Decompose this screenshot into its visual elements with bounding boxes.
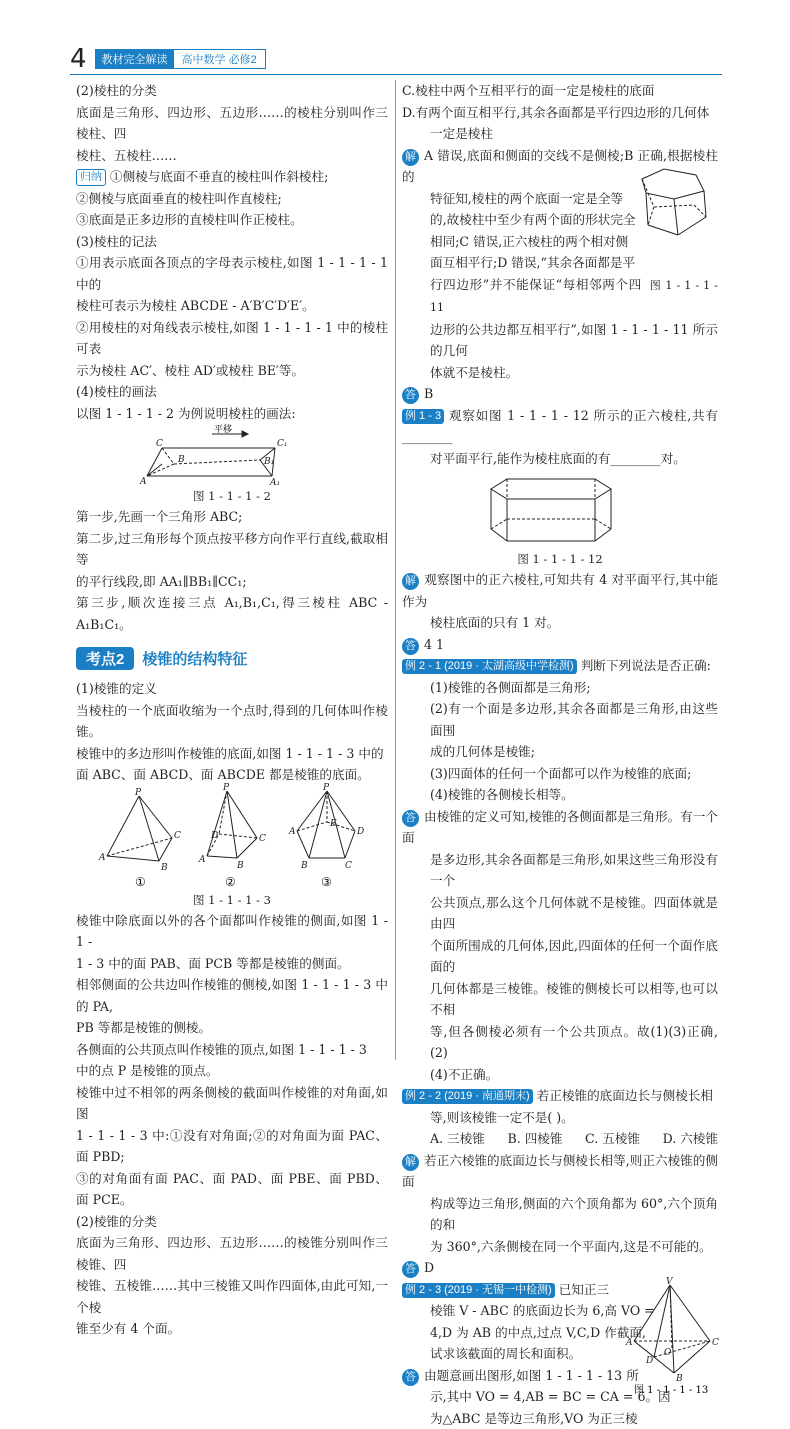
svg-text:D: D <box>356 827 364 837</box>
svg-text:B: B <box>236 861 244 871</box>
text-line: (3)四面体的任何一个面都可以作为棱锥的底面; <box>402 763 718 785</box>
text-line: (4)棱锥的各侧棱长相等。 <box>402 784 718 806</box>
text-line: ②用棱柱的对角线表示棱柱,如图 1 - 1 - 1 - 1 中的棱柱可表 <box>76 317 388 360</box>
option-a: A. 三棱锥 <box>430 1128 485 1150</box>
text-line: 以图 1 - 1 - 1 - 2 为例说明棱柱的画法: <box>76 403 388 425</box>
text-line: PB 等都是棱锥的侧棱。 <box>76 1017 388 1039</box>
text-line: 的,故棱柱中至少有两个面的形状完全 <box>402 209 718 231</box>
text-line: 示,其中 VO = 4,AB = BC = CA = 6。因 <box>402 1386 718 1408</box>
text-line: 试求该截面的周长和面积。 <box>402 1343 718 1365</box>
svg-text:A: A <box>288 827 296 837</box>
figure-caption: 图 1 - 1 - 1 - 3 <box>76 890 388 910</box>
text-line: 4,D 为 AB 的中点,过点 V,C,D 作截面, <box>402 1322 718 1344</box>
answer-icon: 答 <box>402 1261 419 1278</box>
text-line: 几何体都是三棱锥。棱锥的侧棱长可以相等,也可以不相 <box>402 978 718 1021</box>
text-line <box>402 569 718 612</box>
option-d: D. 六棱锥 <box>663 1128 718 1150</box>
example-tag: 例 2 - 3 (2019 · 无锡一中检测) <box>402 1283 555 1298</box>
text-line: 等,但各侧棱必须有一个公共顶点。故(1)(3)正确,(2) <box>402 1021 718 1064</box>
figure-caption: 图 1 - 1 - 1 - 12 <box>402 549 718 569</box>
page-number: 4 <box>70 44 87 74</box>
answer-icon: 答 <box>402 1369 419 1386</box>
svg-text:C: C <box>174 831 181 841</box>
svg-text:D: D <box>210 831 218 841</box>
figure-triangular-pyramid <box>626 1279 718 1397</box>
text-line: 对平面平行,能作为棱柱底面的有________对。 <box>402 448 718 470</box>
text-span: 观察图中的正六棱柱,可知共有 4 对平面平行,其中能作为 <box>402 572 718 609</box>
right-column <box>402 80 718 1429</box>
text-line: 棱柱可表示为棱柱 ABCDE - A′B′C′D′E′。 <box>76 295 388 317</box>
svg-text:C: C <box>259 834 266 844</box>
svg-text:E: E <box>329 819 337 829</box>
svg-text:B₁: B₁ <box>263 457 274 467</box>
example-tag: 例 1 - 3 <box>402 409 444 424</box>
svg-text:P: P <box>134 788 142 798</box>
book-title: 教材完全解读 <box>96 50 174 68</box>
text-line: (2)棱锥的分类 <box>76 1211 388 1233</box>
svg-text:V: V <box>666 1277 674 1287</box>
text-line <box>402 274 718 319</box>
text-line: 第二步,过三角形每个顶点按平移方向作平行直线,截取相等 <box>76 528 388 571</box>
text-line: 为△ABC 是等边三角形,VO 为正三棱 <box>402 1408 718 1429</box>
text-line: (1)棱锥的定义 <box>76 678 388 700</box>
text-line: 构成等边三角形,侧面的六个顶角都为 60°,六个顶角的和 <box>402 1193 718 1236</box>
text-span: 若正棱锥的底面边长与侧棱长相 <box>537 1088 713 1103</box>
svg-text:P: P <box>322 783 330 793</box>
options-row <box>402 1128 718 1150</box>
text-span: 判断下列说法是否正确: <box>581 658 711 673</box>
summary-line <box>76 166 388 188</box>
answer-icon: 答 <box>402 387 419 404</box>
svg-text:B: B <box>675 1374 683 1384</box>
svg-text:P: P <box>222 783 230 793</box>
svg-text:C₁: C₁ <box>277 439 288 449</box>
text-line: 第三步,顺次连接三点 A₁,B₁,C₁,得三棱柱 ABC - A₁B₁C₁。 <box>76 592 388 635</box>
text-line: 第一步,先画一个三角形 ABC; <box>76 506 388 528</box>
answer-icon: 答 <box>402 810 419 827</box>
left-column <box>76 80 388 1340</box>
column-divider <box>395 80 396 1060</box>
text-line: (4)不正确。 <box>402 1064 718 1086</box>
text-line: 等,则该棱锥一定不是( )。 <box>402 1107 718 1129</box>
solution-icon: 解 <box>402 1154 419 1171</box>
text-line: 相同;C 错误,正六棱柱的两个相对侧 <box>402 231 718 253</box>
svg-text:B: B <box>160 863 168 873</box>
text-span: 由题意画出图形,如图 1 - 1 - 1 - 13 所 <box>424 1368 639 1383</box>
answer-line <box>402 383 718 405</box>
text-line: (3)棱柱的记法 <box>76 231 388 253</box>
page-header <box>70 46 266 72</box>
text-line: 1 - 3 中的面 PAB、面 PCB 等都是棱锥的侧面。 <box>76 953 388 975</box>
figure-hexagonal-prism <box>485 469 635 549</box>
text-line: ①用表示底面各顶点的字母表示棱柱,如图 1 - 1 - 1 - 1 中的 <box>76 252 388 295</box>
text-line: 特征知,棱柱的两个底面一定是全等 <box>402 188 718 210</box>
section-badge: 考点2 <box>76 647 134 670</box>
text-line: 底面是三角形、四边形、五边形……的棱柱分别叫作三棱柱、四 <box>76 102 388 145</box>
svg-text:A: A <box>198 855 206 865</box>
text-span: 行四边形”并不能保证“每相邻两个四 <box>430 277 642 292</box>
text-line: 边形的公共边都互相平行”,如图 1 - 1 - 1 - 11 所示的几何 <box>402 319 718 362</box>
text-line: 公共顶点,那么这个几何体就不是棱锥。四面体就是由四 <box>402 892 718 935</box>
text-line: 为 360°,六条侧棱在同一个平面内,这是不可能的。 <box>402 1236 718 1258</box>
example-tag: 例 2 - 1 (2019 · 太湖高级中学检测) <box>402 659 577 674</box>
text-line: ③底面是正多边形的直棱柱叫作正棱柱。 <box>76 209 388 231</box>
svg-text:D: D <box>645 1356 653 1366</box>
option-line: C.棱柱中两个互相平行的面一定是棱柱的底面 <box>402 80 718 102</box>
text-line: 面互相平行;D 错误,“其余各面都是平 <box>402 252 718 274</box>
text-line: (4)棱柱的画法 <box>76 381 388 403</box>
text-line: 棱锥中的多边形叫作棱锥的底面,如图 1 - 1 - 1 - 3 中的 <box>76 743 388 765</box>
example-line <box>402 1085 718 1107</box>
text-line: 底面为三角形、四边形、五边形……的棱锥分别叫作三棱锥、四 <box>76 1232 388 1275</box>
text-line: ③的对角面有面 PAC、面 PAD、面 PBE、面 PBD、面 PCE。 <box>76 1168 388 1211</box>
figure-pyramids <box>87 786 377 890</box>
text-line: (2)有一个面是多边形,其余各面都是三角形,由这些面围 <box>402 698 718 741</box>
answer-text: B <box>424 386 433 401</box>
text-span: 若正六棱锥的底面边长与侧棱长相等,则正六棱锥的侧面 <box>402 1153 718 1190</box>
text-line: 示为棱柱 AC′、棱柱 AD′或棱柱 BE′等。 <box>76 360 388 382</box>
section-title: 棱锥的结构特征 <box>142 648 247 669</box>
text-line: 是多边形,其余各面都是三角形,如果这些三角形没有一个 <box>402 849 718 892</box>
text-span: 已知正三 <box>559 1282 609 1297</box>
text-line: ②侧棱与底面垂直的棱柱叫作直棱柱; <box>76 188 388 210</box>
text-line: 棱柱底面的只有 1 对。 <box>402 612 718 634</box>
summary-tag: 归纳 <box>76 169 106 186</box>
text-line: 体就不是棱柱。 <box>402 362 718 384</box>
text-line: 棱柱、五棱柱…… <box>76 145 388 167</box>
option-b: B. 四棱锥 <box>507 1128 562 1150</box>
figure-caption: 图 1 - 1 - 1 - 13 <box>634 1384 708 1396</box>
example-tag: 例 2 - 2 (2019 · 南通期末) <box>402 1089 533 1104</box>
svg-text:A: A <box>625 1338 633 1348</box>
text-line: 当棱柱的一个底面收缩为一个点时,得到的几何体叫作棱锥。 <box>76 700 388 743</box>
svg-text:O: O <box>664 1348 672 1358</box>
text-span: 观察如图 1 - 1 - 1 - 12 所示的正六棱柱,共有________ <box>402 408 718 445</box>
text-span: 由棱锥的定义可知,棱锥的各侧面都是三角形。有一个面 <box>402 809 718 846</box>
subject-label: 高中数学 必修2 <box>174 50 265 68</box>
text-line: 面 ABC、面 ABCD、面 ABCDE 都是棱锥的底面。 <box>76 764 388 786</box>
text-line: 棱锥中除底面以外的各个面都叫作棱锥的侧面,如图 1 - 1 - <box>76 910 388 953</box>
fig3-label-1: ① <box>135 875 146 889</box>
answer-line <box>402 1257 718 1279</box>
svg-text:A: A <box>98 853 106 863</box>
text-span: ①侧棱与底面不垂直的棱柱叫作斜棱柱; <box>110 169 328 184</box>
svg-text:A: A <box>139 477 147 487</box>
text-line: 相邻侧面的公共边叫作棱锥的侧棱,如图 1 - 1 - 1 - 3 中的 PA, <box>76 974 388 1017</box>
answer-text: D <box>424 1260 434 1275</box>
text-line: 棱锥 V - ABC 的底面边长为 6,高 VO = <box>402 1300 718 1322</box>
figure-prism-drawing <box>112 424 352 486</box>
option-c: C. 五棱锥 <box>585 1128 640 1150</box>
example-line <box>402 405 718 448</box>
figure-non-prism <box>634 165 714 243</box>
text-line: 个面所围成的几何体,因此,四面体的任何一个面作底面的 <box>402 935 718 978</box>
text-line: 各侧面的公共顶点叫作棱锥的顶点,如图 1 - 1 - 1 - 3 <box>76 1039 388 1061</box>
answer-line <box>402 806 718 849</box>
section-heading <box>76 647 388 670</box>
answer-text: 4 1 <box>424 637 444 652</box>
solution-icon: 解 <box>402 573 419 590</box>
figure-caption: 图 1 - 1 - 1 - 2 <box>76 486 388 506</box>
option-line: D.有两个面互相平行,其余各面都是平行四边形的几何体 <box>402 102 718 124</box>
text-line: 成的几何体是棱锥; <box>402 741 718 763</box>
example-line <box>402 655 718 677</box>
fig3-label-2: ② <box>225 875 236 889</box>
text-line: 棱锥中过不相邻的两条侧棱的截面叫作棱锥的对角面,如图 <box>76 1082 388 1125</box>
fig3-label-3: ③ <box>321 875 332 889</box>
example-block <box>402 1279 718 1429</box>
svg-text:C: C <box>345 861 352 871</box>
text-line: (2)棱柱的分类 <box>76 80 388 102</box>
text-line: 1 - 1 - 1 - 3 中:①没有对角面;②的对角面为面 PAC、面 PBD; <box>76 1125 388 1168</box>
text-line: 棱锥、五棱锥……其中三棱锥又叫作四面体,由此可知,一个棱 <box>76 1275 388 1318</box>
text-span: A 错误,底面和侧面的交线不是侧棱;B 正确,根据棱柱的 <box>402 148 718 185</box>
text-line: (1)棱锥的各侧面都是三角形; <box>402 677 718 699</box>
text-line: 的平行线段,即 AA₁∥BB₁∥CC₁; <box>76 571 388 593</box>
svg-text:C: C <box>156 439 163 449</box>
text-line <box>402 1150 718 1193</box>
fig2-translate-label: 平移 <box>214 423 232 435</box>
text-line: 锥至少有 4 个面。 <box>76 1318 388 1340</box>
svg-text:B: B <box>177 455 185 465</box>
text-line: 中的点 P 是棱锥的顶点。 <box>76 1060 388 1082</box>
header-box <box>95 49 266 69</box>
solution-icon: 解 <box>402 149 419 166</box>
answer-icon: 答 <box>402 638 419 655</box>
option-line: 一定是棱柱 <box>402 123 718 145</box>
solution-block <box>402 145 718 384</box>
header-rule <box>70 74 722 75</box>
svg-text:A₁: A₁ <box>269 478 280 488</box>
svg-text:C: C <box>712 1338 719 1348</box>
svg-text:B: B <box>300 861 308 871</box>
answer-line <box>402 634 718 656</box>
figure-caption: 图 1 - 1 - 1 - 11 <box>430 279 718 315</box>
